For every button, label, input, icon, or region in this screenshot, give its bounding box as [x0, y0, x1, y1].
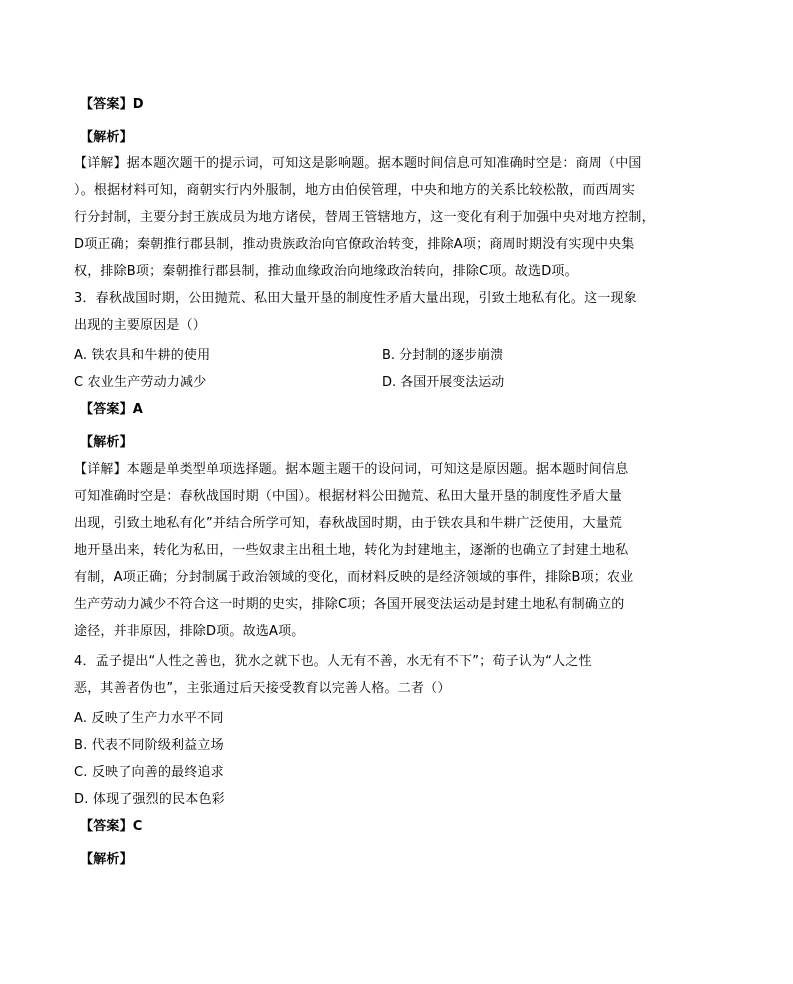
- detail-1-line-3: 行分封制，主要分封王族成员为地方诸侯，替周王管辖地方，这一变化有利于加强中央对地方控制，: [74, 210, 655, 225]
- question-3-option-d: D. 各国开展变法运动: [382, 375, 505, 390]
- analysis-2: 【解析】: [80, 435, 133, 450]
- detail-2-line-6: 生产劳动力减少不符合这一时期的史实，排除C项；各国开展变法运动是封建土地私有制确立的: [74, 597, 625, 612]
- detail-1-line-2: ）。根据材料可知，商朝实行内外服制，地方由伯侯管理，中央和地方的关系比较松散，而西周实: [74, 183, 636, 198]
- analysis-1: 【解析】: [80, 130, 133, 145]
- answer-2: 【答案】A: [80, 402, 144, 417]
- question-4-option-b: B. 代表不同阶级利益立场: [74, 738, 224, 753]
- question-4-line-1: 4．孟子提出“人性之善也，犹水之就下也。人无有不善，水无有不下”；荀子认为“人之性: [74, 654, 592, 669]
- question-3-option-c: C 农业生产劳动力减少: [74, 375, 207, 390]
- question-4-line-2: 恶，其善者伪也”，主张通过后天接受教育以完善人格。二者（）: [74, 681, 451, 696]
- detail-2-line-1: 【详解】本题是单类型单项选择题。据本题主题干的设问词，可知这是原因题。据本题时间信息: [74, 462, 629, 477]
- detail-1-line-4: D项正确；秦朝推行郡县制，推动贵族政治向官僚政治转变，排除A项；商周时期没有实现中央集: [74, 237, 635, 252]
- question-3-line-1: 3．春秋战国时期，公田抛荒、私田大量开垦的制度性矛盾大量出现，引致土地私有化。这一现象: [74, 291, 637, 306]
- analysis-3: 【解析】: [80, 852, 133, 867]
- detail-2-line-2: 可知准确时空是：春秋战国时期（中国）。根据材料公田抛荒、私田大量开垦的制度性矛盾大量: [74, 489, 622, 504]
- answer-3: 【答案】C: [80, 819, 143, 834]
- detail-2-line-3: 出现，引致土地私有化”并结合所学可知，春秋战国时期，由于铁农具和牛耕广泛使用，大量荒: [74, 516, 623, 531]
- detail-2-line-7: 途径，并非原因，排除D项。故选A项。: [74, 624, 305, 639]
- question-4-option-a: A. 反映了生产力水平不同: [74, 711, 224, 726]
- question-4-option-c: C. 反映了向善的最终追求: [74, 765, 224, 780]
- detail-1-line-5: 权，排除B项；秦朝推行郡县制，推动血缘政治向地缘政治转向，排除C项。故选D项。: [74, 264, 578, 279]
- detail-2-line-4: 地开垦出来，转化为私田，一些奴隶主出租土地，转化为封建地主，逐渐的也确立了封建土地私: [74, 543, 629, 558]
- detail-2-line-5: 有制，A项正确；分封制属于政治领域的变化，而材料反映的是经济领域的事件，排除B项；农业: [74, 570, 634, 585]
- question-3-option-b: B. 分封制的逐步崩溃: [382, 348, 504, 363]
- answer-1: 【答案】D: [80, 97, 144, 112]
- question-3-line-2: 出现的主要原因是（）: [74, 318, 207, 333]
- detail-1-line-1: 【详解】据本题次题干的提示词，可知这是影响题。据本题时间信息可知准确时空是：商周（中国: [74, 156, 642, 171]
- question-3-option-a: A. 铁农具和牛耕的使用: [74, 348, 211, 363]
- question-4-option-d: D. 体现了强烈的民本色彩: [74, 792, 225, 807]
